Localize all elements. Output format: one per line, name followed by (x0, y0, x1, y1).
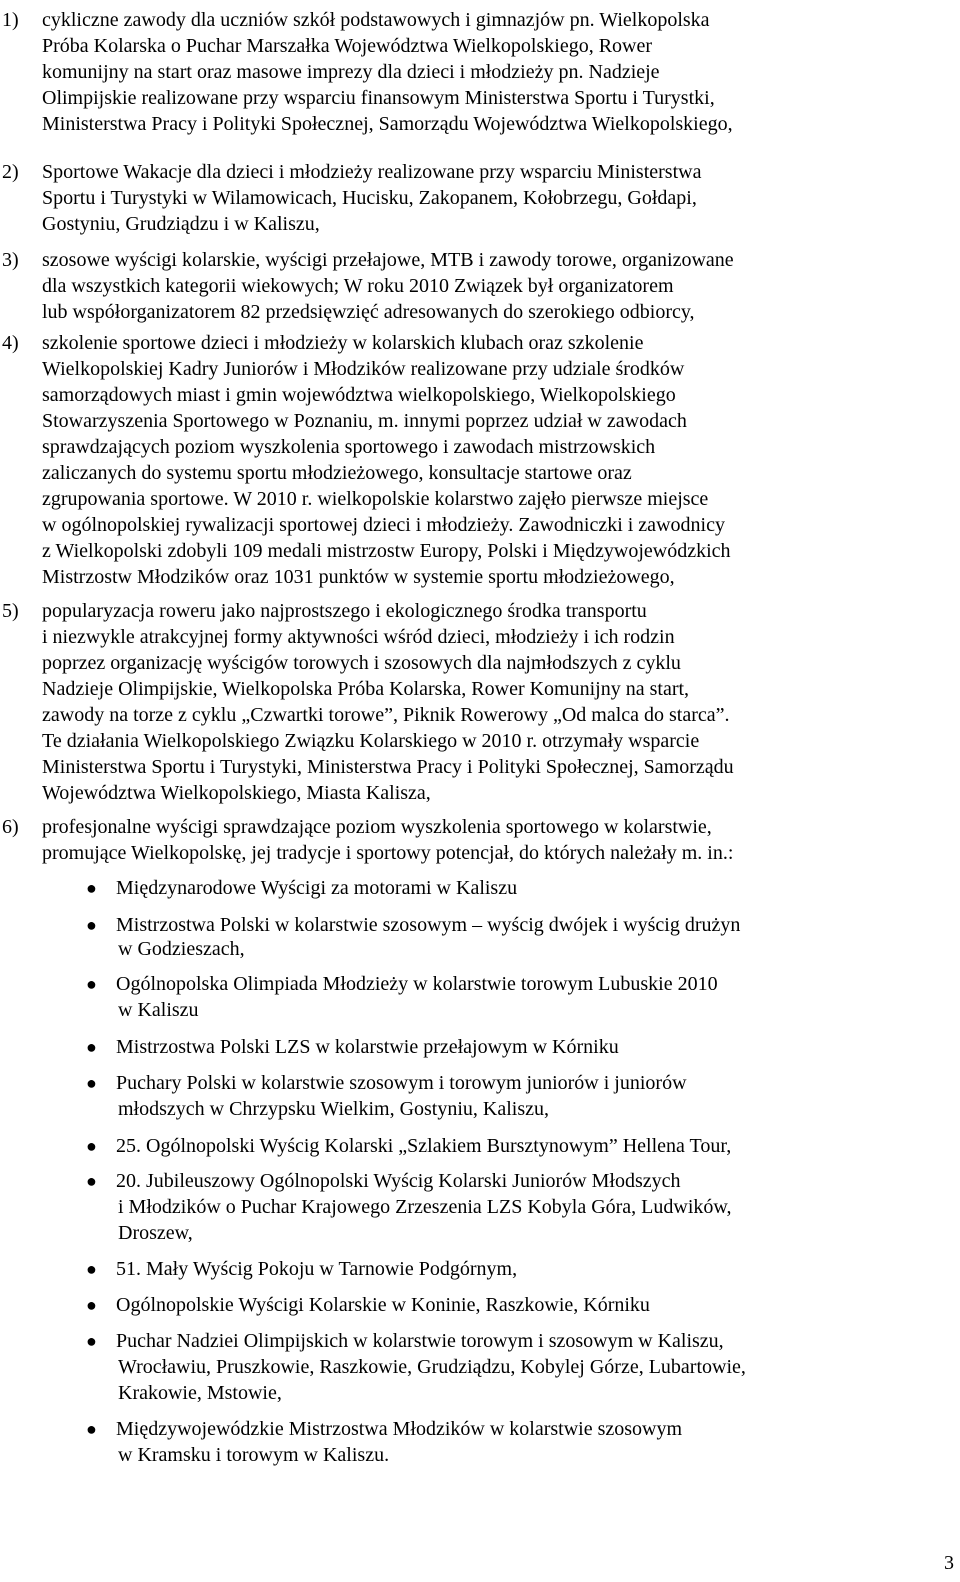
list-item-line: zaliczanych do systemu sportu młodzieżowego, konsultacje startowe oraz (42, 462, 632, 484)
bullet-item-line: 51. Mały Wyścig Pokoju w Tarnowie Podgórnym, (116, 1258, 518, 1280)
bullet-icon: ● (86, 1419, 97, 1439)
list-item-line: Sportu i Turystyki w Wilamowicach, Hucisku, Zakopanem, Kołobrzegu, Gołdapi, (42, 187, 697, 209)
list-item-line: Te działania Wielkopolskiego Związku Kolarskiego w 2010 r. otrzymały wsparcie (42, 730, 700, 752)
list-item-number: 3) (2, 249, 19, 271)
bullet-item-line: Międzywojewódzkie Mistrzostwa Młodzików w kolarstwie szosowym (116, 1418, 683, 1440)
bullet-item-line: w Kaliszu (118, 999, 199, 1021)
list-item-line: cykliczne zawody dla uczniów szkół podstawowych i gimnazjów pn. Wielkopolska (42, 9, 710, 31)
list-item-line: promujące Wielkopolskę, jej tradycje i sportowy potencjał, do których należały m. in.: (42, 842, 734, 864)
list-item-line: samorządowych miast i gmin województwa wielkopolskiego, Wielkopolskiego (42, 384, 676, 406)
list-item-line: zgrupowania sportowe. W 2010 r. wielkopolskie kolarstwo zajęło pierwsze miejsce (42, 488, 709, 510)
bullet-item-line: Mistrzostwa Polski LZS w kolarstwie przełajowym w Kórniku (116, 1036, 619, 1058)
list-item-line: lub współorganizatorem 82 przedsięwzięć adresowanych do szerokiego odbiorcy, (42, 301, 695, 323)
list-item-line: Sportowe Wakacje dla dzieci i młodzieży realizowane przy wsparciu Ministerstwa (42, 161, 702, 183)
list-item-line: i niezwykle atrakcyjnej formy aktywności wśród dzieci, młodzieży i ich rodzin (42, 626, 675, 648)
list-item-line: Województwa Wielkopolskiego, Miasta Kalisza, (42, 782, 431, 804)
list-item-number: 5) (2, 600, 19, 622)
list-item-line: dla wszystkich kategorii wiekowych; W roku 2010 Związek był organizatorem (42, 275, 674, 297)
list-item-number: 6) (2, 816, 19, 838)
bullet-item-line: w Kramsku i torowym w Kaliszu. (118, 1444, 390, 1466)
list-item-line: popularyzacja roweru jako najprostszego i ekologicznego środka transportu (42, 600, 647, 622)
list-item-line: szkolenie sportowe dzieci i młodzieży w kolarskich klubach oraz szkolenie (42, 332, 644, 354)
bullet-item-line: Puchary Polski w kolarstwie szosowym i torowym juniorów i juniorów (116, 1072, 687, 1094)
list-item-number: 1) (2, 9, 19, 31)
bullet-item-line: 25. Ogólnopolski Wyścig Kolarski „Szlakiem Bursztynowym” Hellena Tour, (116, 1135, 732, 1157)
bullet-item-line: Droszew, (118, 1222, 193, 1244)
bullet-item-line: Wrocławiu, Pruszkowie, Raszkowie, Grudziądzu, Kobylej Górze, Lubartowie, (118, 1356, 746, 1378)
bullet-icon: ● (86, 878, 97, 898)
list-item-number: 4) (2, 332, 19, 354)
bullet-item-line: Puchar Nadziei Olimpijskich w kolarstwie torowym i szosowym w Kaliszu, (116, 1330, 724, 1352)
bullet-icon: ● (86, 1259, 97, 1279)
list-item-line: Mistrzostw Młodzików oraz 1031 punktów w systemie sportu młodzieżowego, (42, 566, 675, 588)
bullet-icon: ● (86, 1331, 97, 1351)
bullet-item-line: Mistrzostwa Polski w kolarstwie szosowym – wyścig dwójek i wyścig drużyn (116, 914, 741, 936)
bullet-icon: ● (86, 1136, 97, 1156)
bullet-icon: ● (86, 915, 97, 935)
list-item-line: Wielkopolskiej Kadry Juniorów i Młodzików realizowane przy udziale środków (42, 358, 685, 380)
list-item-line: zawody na torze z cyklu „Czwartki torowe”, Piknik Rowerowy „Od malca do starca”. (42, 704, 730, 726)
bullet-icon: ● (86, 1073, 97, 1093)
list-item-line: szosowe wyścigi kolarskie, wyścigi przełajowe, MTB i zawody torowe, organizowane (42, 249, 734, 271)
bullet-item-line: w Godzieszach, (118, 938, 245, 960)
list-item-line: w ogólnopolskiej rywalizacji sportowej dzieci i młodzieży. Zawodniczki i zawodnicy (42, 514, 725, 536)
list-item-line: Olimpijskie realizowane przy wsparciu finansowym Ministerstwa Sportu i Turystki, (42, 87, 715, 109)
list-item-line: Ministerstwa Sportu i Turystyki, Ministerstwa Pracy i Polityki Społecznej, Samorządu (42, 756, 734, 778)
page-number: 3 (944, 1552, 954, 1574)
bullet-icon: ● (86, 974, 97, 994)
list-item-line: poprzez organizację wyścigów torowych i szosowych dla najmłodszych z cyklu (42, 652, 681, 674)
bullet-item-line: i Młodzików o Puchar Krajowego Zrzeszenia LZS Kobyla Góra, Ludwików, (118, 1196, 732, 1218)
list-item-number: 2) (2, 161, 19, 183)
bullet-icon: ● (86, 1171, 97, 1191)
list-item-line: z Wielkopolski zdobyli 109 medali mistrzostw Europy, Polski i Międzywojewódzkich (42, 540, 731, 562)
bullet-item-line: Krakowie, Mstowie, (118, 1382, 282, 1404)
list-item-line: Stowarzyszenia Sportowego w Poznaniu, m. innymi poprzez udział w zawodach (42, 410, 687, 432)
bullet-item-line: Ogólnopolska Olimpiada Młodzieży w kolarstwie torowym Lubuskie 2010 (116, 973, 718, 995)
bullet-icon: ● (86, 1295, 97, 1315)
bullet-item-line: młodszych w Chrzypsku Wielkim, Gostyniu, Kaliszu, (118, 1098, 550, 1120)
bullet-item-line: 20. Jubileuszowy Ogólnopolski Wyścig Kolarski Juniorów Młodszych (116, 1170, 681, 1192)
list-item-line: Nadzieje Olimpijskie, Wielkopolska Próba Kolarska, Rower Komunijny na start, (42, 678, 690, 700)
bullet-icon: ● (86, 1037, 97, 1057)
list-item-line: Ministerstwa Pracy i Polityki Społecznej, Samorządu Województwa Wielkopolskiego, (42, 113, 733, 135)
list-item-line: sprawdzających poziom wyszkolenia sportowego i zawodach mistrzowskich (42, 436, 656, 458)
bullet-item-line: Ogólnopolskie Wyścigi Kolarskie w Koninie, Raszkowie, Kórniku (116, 1294, 650, 1316)
list-item-line: Gostyniu, Grudziądzu i w Kaliszu, (42, 213, 320, 235)
bullet-item-line: Międzynarodowe Wyścigi za motorami w Kaliszu (116, 877, 518, 899)
list-item-line: profesjonalne wyścigi sprawdzające poziom wyszkolenia sportowego w kolarstwie, (42, 816, 712, 838)
list-item-line: Próba Kolarska o Puchar Marszałka Województwa Wielkopolskiego, Rower (42, 35, 653, 57)
list-item-line: komunijny na start oraz masowe imprezy dla dzieci i młodzieży pn. Nadzieje (42, 61, 660, 83)
